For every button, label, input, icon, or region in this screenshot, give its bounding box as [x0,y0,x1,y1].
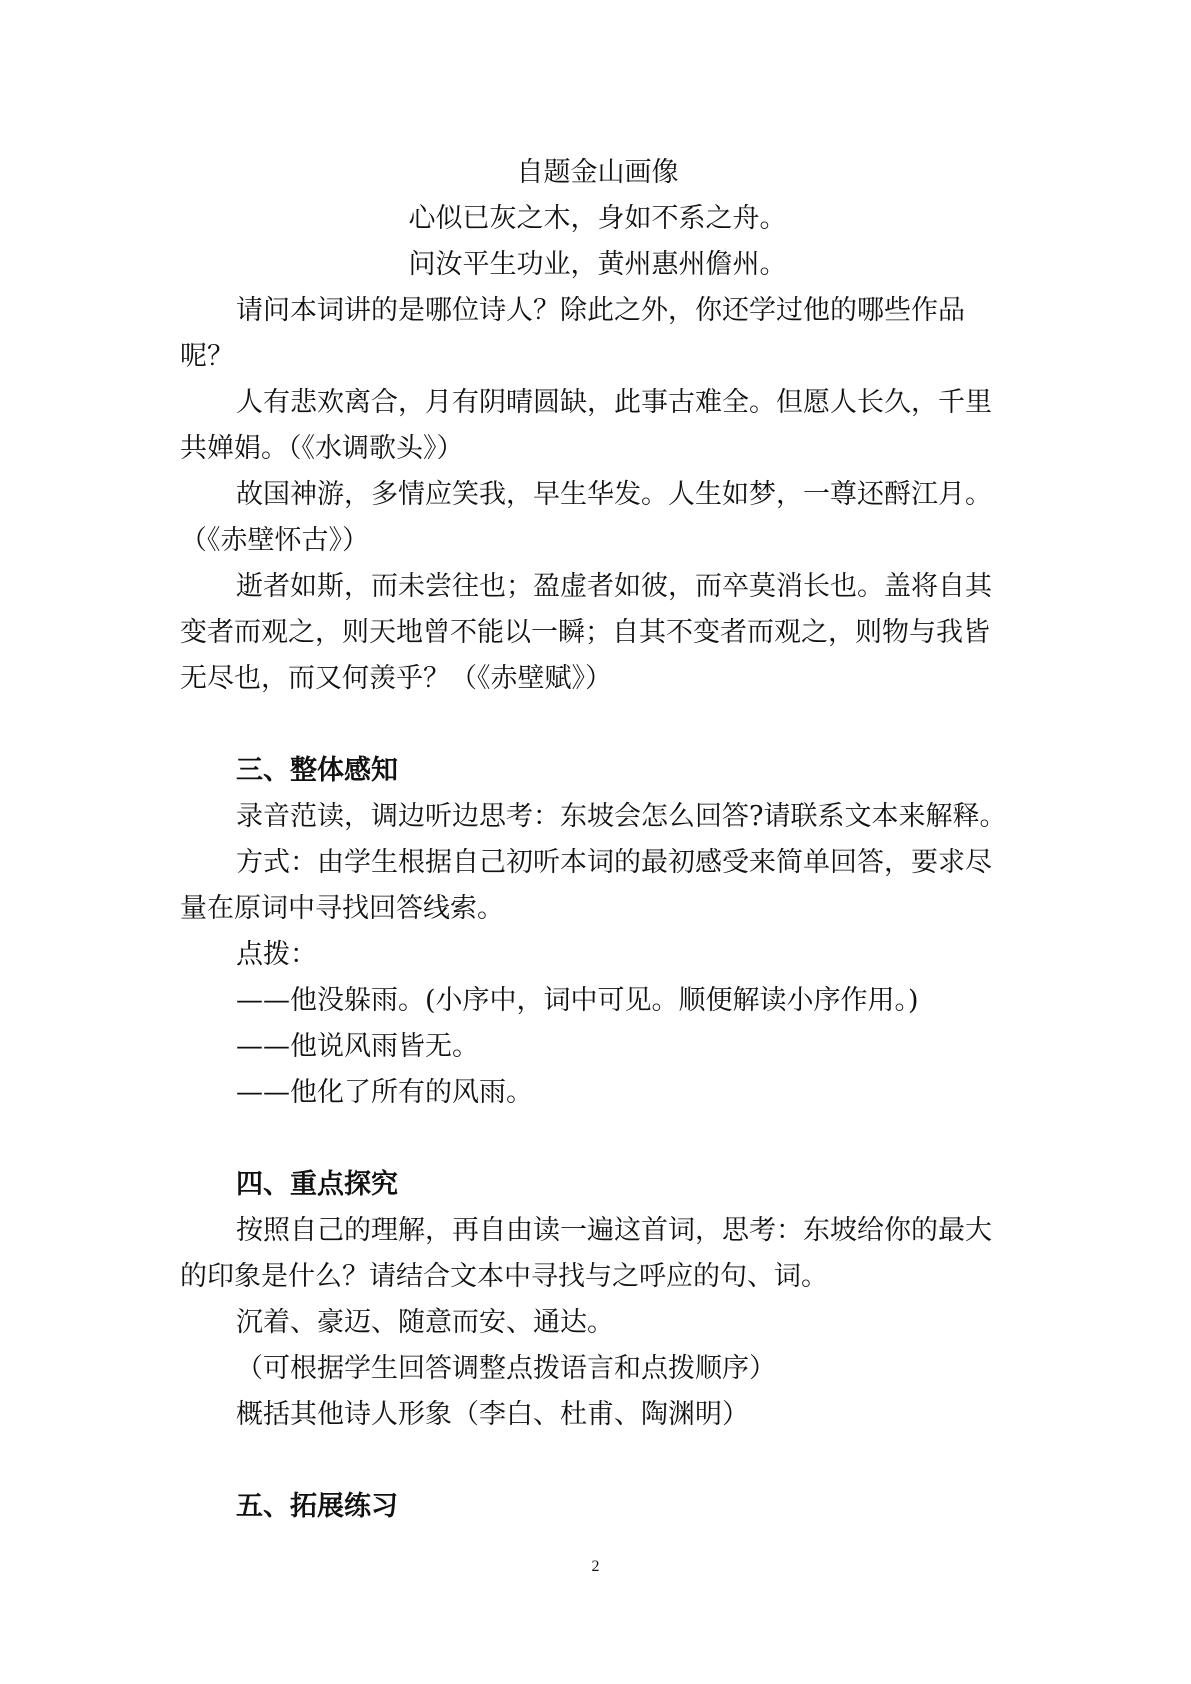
poem-line-1: 心似已灰之木，身如不系之舟。 [408,203,787,234]
section-3-heading: 三、整体感知 [236,755,398,786]
spacer [180,1438,1015,1484]
section-4-paragraph-1: 按照自己的理解，再自由读一遍这首词，思考：东坡给你的最大的印象是什么？请结合文本中寻找与之呼应的句、词。 [180,1215,992,1292]
hint-item: ——他说风雨皆无。 [236,1031,479,1062]
section-3-paragraph-1: 录音范读，调边听边思考：东坡会怎么回答?请联系文本来解释。 [236,801,1007,832]
section-4-paragraph-2: 沉着、豪迈、随意而安、通达。 [236,1307,614,1338]
spacer [180,702,1015,748]
section-4-paragraph-3: （可根据学生回答调整点拨语言和点拨顺序） [236,1353,776,1384]
poem-title: 自题金山画像 [516,157,679,188]
hint-item: ——他化了所有的风雨。 [236,1077,533,1108]
poem-line-2: 问汝平生功业，黄州惠州儋州。 [408,249,787,280]
quote-chibi-fu: 逝者如斯，而未尝往也；盈虚者如彼，而卒莫消长也。盖将自其变者而观之，则天地曾不能以一瞬；自其不变者而观之，则物与我皆无尽也，而又何羡乎？（《赤壁赋》） [180,571,992,694]
hint-label: 点拨： [236,939,317,970]
section-4-heading: 四、重点探究 [236,1169,398,1200]
page-content [180,150,1015,1530]
hint-item: ——他没躲雨。(小序中，词中可见。顺便解读小序作用。) [236,985,919,1016]
quote-shuidiao: 人有悲欢离合，月有阴晴圆缺，此事古难全。但愿人长久，千里共婵娟。（《水调歌头》） [180,387,992,464]
spacer [180,1116,1015,1162]
section-5-heading: 五、拓展练习 [236,1491,398,1522]
intro-question: 请问本词讲的是哪位诗人？除此之外，你还学过他的哪些作品呢？ [180,295,965,372]
section-4-paragraph-4: 概括其他诗人形象（李白、杜甫、陶渊明） [236,1399,749,1430]
page-number: 2 [591,1558,600,1575]
quote-chibi-huaigu: 故国神游，多情应笑我，早生华发。人生如梦，一尊还酹江月。（《赤壁怀古》） [180,479,992,556]
section-3-paragraph-2: 方式：由学生根据自己初听本词的最初感受来简单回答，要求尽量在原词中寻找回答线索。 [180,847,992,924]
